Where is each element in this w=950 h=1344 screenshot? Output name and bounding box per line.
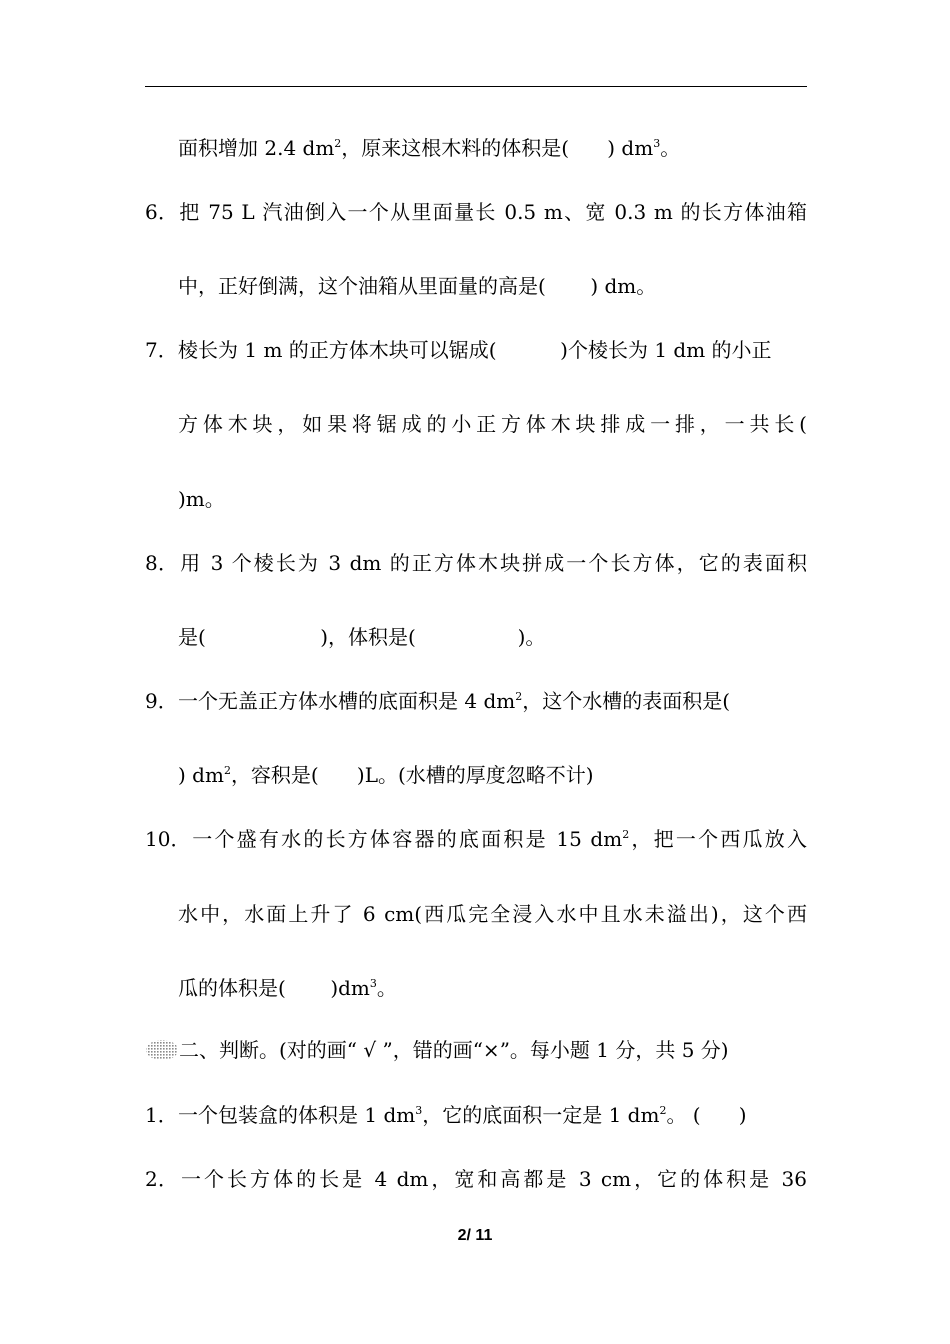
question-number: 2． [145,1167,178,1191]
question-number: 9． [145,689,178,713]
judgement-2: 2．一个长方体的长是 4 dm，宽和高都是 3 cm，它的体积是 36 [145,1164,807,1194]
question-7-line-3: )m。 [178,487,225,511]
judgement-1: 1．一个包装盒的体积是 1 $dm^3$，它的底面积一定是 1 $dm^2$。 ( ) [145,1100,807,1130]
section-marker-icon [145,1039,179,1061]
question-10: 10．一个盛有水的长方体容器的底面积是 15 $dm^2$，把一个西瓜放入 [145,824,807,854]
question-8-line-2: 是( )，体积是( )。 [178,625,546,649]
question-number: 6． [145,200,178,224]
question-number: 8． [145,551,178,575]
question-10-line-2: 水中，水面上升了 6 cm(西瓜完全浸入水中且水未溢出)，这个西 [178,902,807,926]
question-number: 1． [145,1103,178,1127]
question-7: 7．棱长为 1 m 的正方体木块可以锯成( )个棱长为 1 dm 的小正 [145,335,807,365]
question-9: 9．一个无盖正方体水槽的底面积是 4 $dm^2$，这个水槽的表面积是( [145,686,807,716]
question-number: 10． [145,827,191,851]
q5-continuation: 面积增加 2.4 $dm^2$，原来这根木料的体积是( ) $dm^3$。 [178,136,681,160]
question-10-line-3: 瓜的体积是( )$dm^3$。 [178,976,397,1000]
question-9-line-2: ) $dm^2$，容积是( )L。(水槽的厚度忽略不计) [178,763,594,787]
section-2-heading: 二、判断。(对的画“ √ ”，错的画“×”。每小题 1 分，共 5 分) [145,1035,807,1065]
question-8: 8．用 3 个棱长为 3 dm 的正方体木块拼成一个长方体，它的表面积 [145,548,807,578]
header-rule [145,86,807,87]
page-number: 2/ 11 [457,1227,493,1244]
question-6: 6．把 75 L 汽油倒入一个从里面量长 0.5 m、宽 0.3 m 的长方体油箱 [145,197,807,227]
question-6-line-2: 中，正好倒满，这个油箱从里面量的高是( ) dm。 [178,274,657,298]
question-7-line-2: 方体木块，如果将锯成的小正方体木块排成一排，一共长( [178,412,807,436]
question-number: 7． [145,338,178,362]
